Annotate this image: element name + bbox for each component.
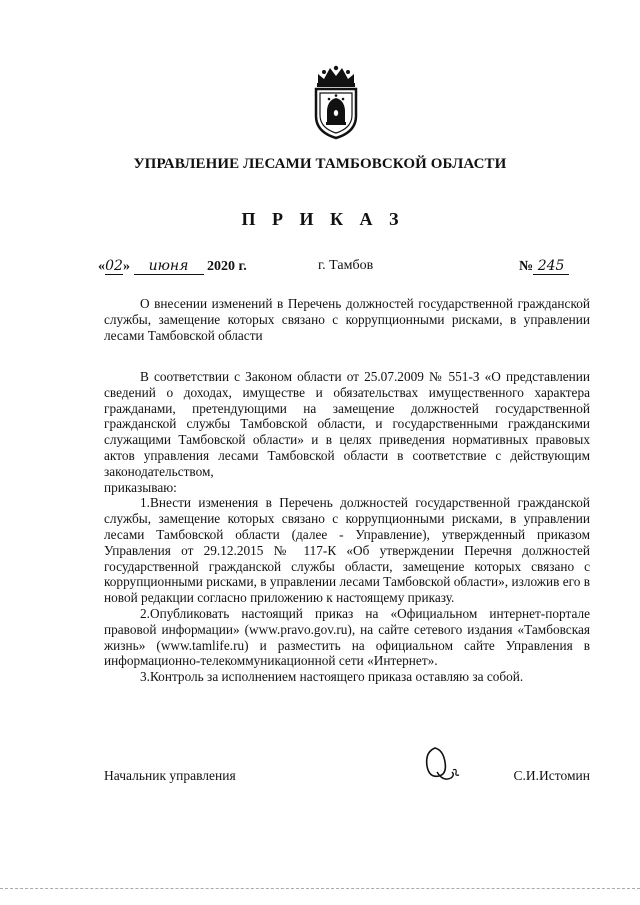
item-1: 1.Внести изменения в Перечень должностей государственной гражданской службы, замещение которых связано с коррупционными рисками, в управлении лесами Тамбовской области (далее - Управление), утвержденный приказом Управления от 29.12.2015 № 117-К «Об утверждении Перечня должностей государственной гражданской службы области, замещение которых связано с коррупционными рисками, в управлении лесами Тамбовской области», изложив его в новой редакции согласно приложению к настоящему приказу. bbox=[104, 495, 590, 606]
signature-block bbox=[104, 760, 590, 790]
date-line bbox=[98, 258, 580, 278]
date-month: июня bbox=[134, 258, 204, 275]
order-word: приказываю: bbox=[104, 479, 177, 495]
order-subject: О внесении изменений в Перечень должностей государственной гражданской службы, замещение которых связано с коррупционными рисками, в управлении лесами Тамбовской области bbox=[104, 296, 590, 344]
signatory-name: С.И.Истомин bbox=[513, 768, 590, 783]
date-day: 02 bbox=[105, 258, 123, 274]
number-value: 245 bbox=[533, 258, 569, 275]
organization-name: УПРАВЛЕНИЕ ЛЕСАМИ ТАМБОВСКОЙ ОБЛАСТИ bbox=[133, 156, 507, 172]
item-2: 2.Опубликовать настоящий приказ на «Официальном интернет-портале правовой информации» (www.pravo.gov.ru), на сайте сетевого издания «Тамбовская жизнь» (www.tamlife.ru) и разместить на официальном сайте Управления в информационно-телекоммуникационной сети «Интернет». bbox=[104, 605, 590, 669]
date-year: 2020 г. bbox=[207, 259, 247, 274]
document-title: П Р И К А З bbox=[241, 209, 405, 229]
page-bottom-divider bbox=[0, 888, 640, 889]
item-3: 3.Контроль за исполнением настоящего приказа оставляю за собой. bbox=[140, 669, 524, 685]
signature-icon bbox=[421, 742, 461, 786]
order-date: «02» июня 2020 г. bbox=[98, 258, 247, 274]
order-number bbox=[519, 258, 569, 275]
coat-of-arms-icon bbox=[310, 62, 362, 140]
signatory-position: Начальник управления bbox=[104, 768, 236, 783]
number-prefix: № bbox=[519, 259, 534, 274]
order-body bbox=[104, 369, 590, 685]
city: г. Тамбов bbox=[318, 258, 374, 273]
preamble-paragraph: В соответствии с Законом области от 25.07.2009 № 551-З «О представлении сведений о доходах, имуществе и обязательствах имущественного характера гражданами, претендующими на замещение должностей государственной гражданской службы Тамбовской области, и государственными гражданскими служащими Тамбовской области» и в целях приведения нормативных правовых актов управления лесами Тамбовской области в соответствие с действующим законодательством, bbox=[104, 369, 590, 479]
